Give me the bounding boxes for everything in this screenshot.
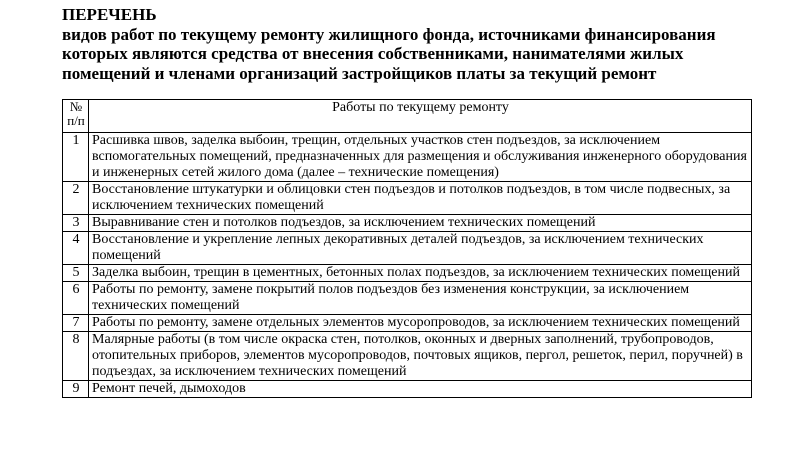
row-work-description: Работы по ремонту, замене отдельных элементов мусоропроводов, за исключением технических помещений [89,315,752,332]
row-number: 7 [63,315,89,332]
heading-subtitle-line-2: которых являются средства от внесения собственниками, нанимателями жилых [62,44,684,63]
document-heading [62,5,782,83]
table-row [63,315,752,332]
row-work-description: Восстановление и укрепление лепных декоративных деталей подъездов, за исключением технических помещений [89,232,752,265]
heading-title: ПЕРЕЧЕНЬ [62,5,157,24]
row-number: 9 [63,381,89,398]
row-work-description: Восстановление штукатурки и облицовки стен подъездов и потолков подъездов, в том числе подвесных, за исключением технических помещений [89,182,752,215]
row-number: 3 [63,215,89,232]
works-table [62,99,752,398]
row-work-description: Ремонт печей, дымоходов [89,381,752,398]
row-work-description: Малярные работы (в том числе окраска стен, потолков, оконных и дверных заполнений, трубопроводов, отопительных приборов, элементов мусоропроводов, почтовых ящиков, пергол, решеток, перил, поручней) в подъездах, за исключением технических помещений [89,332,752,381]
row-work-description: Расшивка швов, заделка выбоин, трещин, отдельных участков стен подъездов, за исключением вспомогательных помещений, предназначенных для размещения и обслуживания инженерного оборудования и инженерных сетей жилого дома (далее – технические помещения) [89,133,752,182]
table-row [63,381,752,398]
row-work-description: Заделка выбоин, трещин в цементных, бетонных полах подъездов, за исключением технических помещений [89,265,752,282]
row-number: 4 [63,232,89,265]
row-number: 2 [63,182,89,215]
table-row [63,332,752,381]
column-header-works: Работы по текущему ремонту [89,100,752,133]
row-number: 8 [63,332,89,381]
row-number: 1 [63,133,89,182]
heading-subtitle-line-3: помещений и членами организаций застройщиков платы за текущий ремонт [62,63,657,83]
row-work-description: Работы по ремонту, замене покрытий полов подъездов без изменения конструкции, за исключением технических помещений [89,282,752,315]
table-row [63,133,752,182]
row-number: 6 [63,282,89,315]
column-header-number-abbr: п/п [67,113,85,128]
table-row [63,282,752,315]
table-row [63,232,752,265]
column-header-number [63,100,89,133]
row-work-description: Выравнивание стен и потолков подъездов, за исключением технических помещений [89,215,752,232]
table-row [63,215,752,232]
table-row [63,182,752,215]
table-row [63,265,752,282]
column-header-number-symbol: № [69,99,83,114]
row-number: 5 [63,265,89,282]
table-header-row [63,100,752,133]
table-body [63,133,752,398]
heading-subtitle-line-1: видов работ по текущему ремонту жилищного фонда, источниками финансирования [62,24,716,44]
